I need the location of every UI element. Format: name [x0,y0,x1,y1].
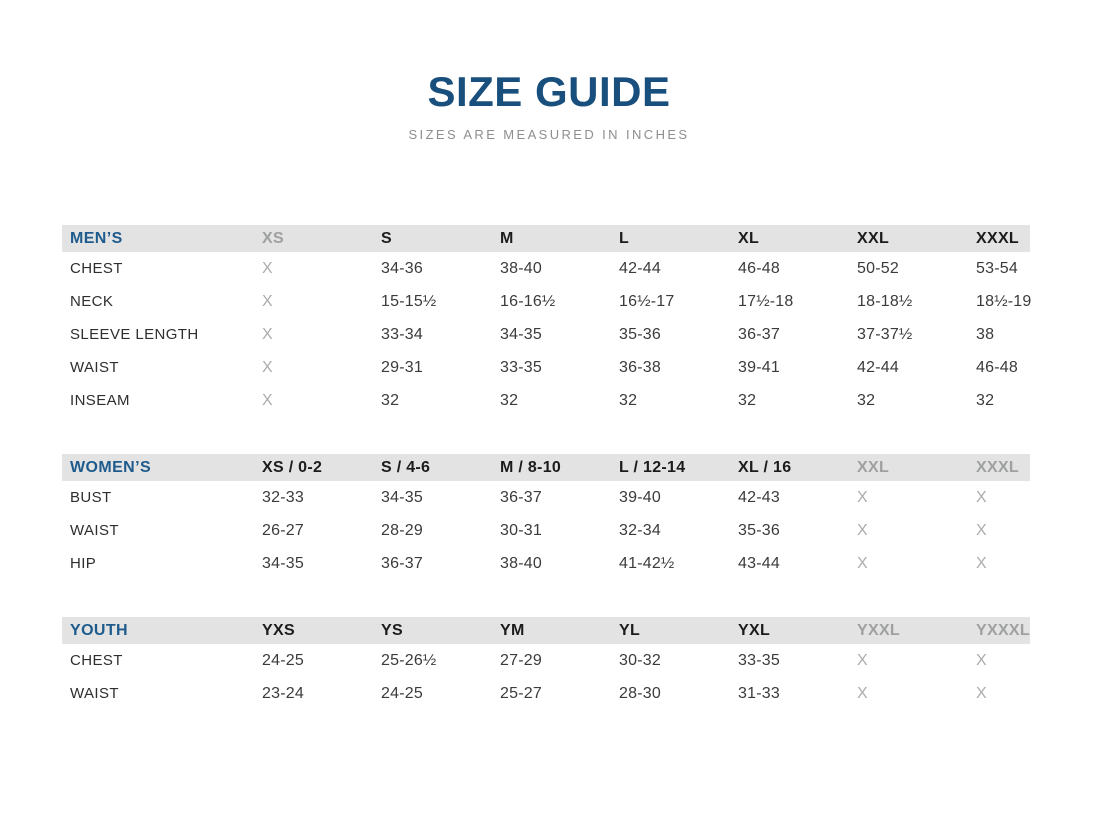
size-value-cell: 53-54 [976,259,1018,277]
size-value-cell: 38-40 [500,554,542,572]
size-value-cell: 33-35 [500,358,542,376]
size-value-cell: 36-38 [619,358,661,376]
size-value-cell: 18-18½ [857,292,913,310]
size-col-header: YS [377,617,496,644]
size-value-cell: X [976,651,987,669]
size-value-cell: 25-26½ [381,651,437,669]
size-value-cell: X [976,488,987,506]
section-label-womens: WOMEN’S [62,454,258,481]
size-header-row-womens [62,454,1030,481]
size-value-cell: 43-44 [738,554,780,572]
size-value-cell: 32 [976,391,995,409]
section-label-mens: MEN’S [62,225,258,252]
size-value-cell: 16-16½ [500,292,556,310]
size-value-cell: 27-29 [500,651,542,669]
size-col-header: YXXXL [972,617,1030,644]
measure-label: CHEST [70,260,123,277]
page-subtitle: SIZES ARE MEASURED IN INCHES [408,127,690,142]
size-col-header: YXS [258,617,377,644]
size-value-cell: X [262,325,273,343]
size-value-cell: 38 [976,325,995,343]
size-value-cell: 41-42½ [619,554,675,572]
size-value-cell: 36-37 [381,554,423,572]
size-value-cell: 25-27 [500,684,542,702]
size-value-cell: 35-36 [738,521,780,539]
size-col-header: M [496,225,615,252]
measure-row [62,547,1030,580]
measure-row [62,514,1030,547]
measure-row [62,677,1030,710]
size-header-row-mens [62,225,1030,252]
measure-row [62,252,1030,285]
measure-label: WAIST [70,359,119,376]
measure-label: HIP [70,555,97,572]
size-value-cell: X [976,684,987,702]
size-value-cell: X [857,651,868,669]
size-col-header: S / 4-6 [377,454,496,481]
size-col-header: XXXL [972,225,1030,252]
measure-label: CHEST [70,652,123,669]
size-table-mens [62,225,1030,417]
size-value-cell: 38-40 [500,259,542,277]
size-value-cell: 17½-18 [738,292,794,310]
size-value-cell: X [262,358,273,376]
size-value-cell: 28-30 [619,684,661,702]
size-col-header: XXXL [972,454,1030,481]
size-col-header: L / 12-14 [615,454,734,481]
size-value-cell: 33-34 [381,325,423,343]
size-col-header: M / 8-10 [496,454,615,481]
section-label-youth: YOUTH [62,617,258,644]
size-col-header: S [377,225,496,252]
size-value-cell: 30-32 [619,651,661,669]
page-title: SIZE GUIDE [427,68,671,115]
size-col-header: L [615,225,734,252]
size-col-header: YL [615,617,734,644]
size-value-cell: 31-33 [738,684,780,702]
size-value-cell: 33-35 [738,651,780,669]
size-value-cell: 34-35 [262,554,304,572]
measure-row [62,285,1030,318]
size-col-header: YXXL [853,617,972,644]
size-value-cell: 32 [619,391,638,409]
size-value-cell: X [976,521,987,539]
measure-label: WAIST [70,522,119,539]
size-value-cell: 15-15½ [381,292,437,310]
size-value-cell: 24-25 [381,684,423,702]
size-value-cell: X [857,521,868,539]
size-col-header: XL [734,225,853,252]
size-value-cell: 39-40 [619,488,661,506]
size-value-cell: 32 [857,391,876,409]
measure-row [62,481,1030,514]
size-value-cell: 50-52 [857,259,899,277]
size-value-cell: X [857,554,868,572]
measure-label: BUST [70,489,112,506]
size-value-cell: 24-25 [262,651,304,669]
size-value-cell: X [262,292,273,310]
size-value-cell: 39-41 [738,358,780,376]
size-col-header: XS / 0-2 [258,454,377,481]
size-value-cell: 42-43 [738,488,780,506]
size-value-cell: 36-37 [500,488,542,506]
size-value-cell: X [262,259,273,277]
measure-label: WAIST [70,685,119,702]
size-value-cell: 26-27 [262,521,304,539]
size-value-cell: 34-36 [381,259,423,277]
size-value-cell: 30-31 [500,521,542,539]
size-table-womens [62,454,1030,580]
size-value-cell: X [262,391,273,409]
size-value-cell: 42-44 [857,358,899,376]
size-value-cell: 34-35 [500,325,542,343]
measure-row [62,351,1030,384]
size-value-cell: 34-35 [381,488,423,506]
size-value-cell: 16½-17 [619,292,675,310]
measure-label: SLEEVE LENGTH [70,326,199,343]
size-value-cell: 32-34 [619,521,661,539]
size-value-cell: 32-33 [262,488,304,506]
size-col-header: YXL [734,617,853,644]
size-header-row-youth [62,617,1030,644]
size-value-cell: X [857,684,868,702]
size-col-header: YM [496,617,615,644]
measure-label: NECK [70,293,114,310]
measure-row [62,384,1030,417]
size-value-cell: 42-44 [619,259,661,277]
size-tables [62,225,1030,710]
size-col-header: XS [258,225,377,252]
size-value-cell: 18½-19 [976,292,1032,310]
size-col-header: XXL [853,454,972,481]
measure-row [62,644,1030,677]
size-value-cell: 37-37½ [857,325,913,343]
size-value-cell: 32 [381,391,400,409]
size-table-youth [62,617,1030,710]
size-value-cell: 23-24 [262,684,304,702]
size-value-cell: 32 [738,391,757,409]
size-col-header: XXL [853,225,972,252]
measure-label: INSEAM [70,392,130,409]
measure-row [62,318,1030,351]
size-value-cell: X [857,488,868,506]
size-value-cell: 28-29 [381,521,423,539]
size-value-cell: 36-37 [738,325,780,343]
size-value-cell: 35-36 [619,325,661,343]
size-value-cell: 46-48 [976,358,1018,376]
size-value-cell: 32 [500,391,519,409]
size-value-cell: 29-31 [381,358,423,376]
size-col-header: XL / 16 [734,454,853,481]
size-value-cell: X [976,554,987,572]
size-value-cell: 46-48 [738,259,780,277]
